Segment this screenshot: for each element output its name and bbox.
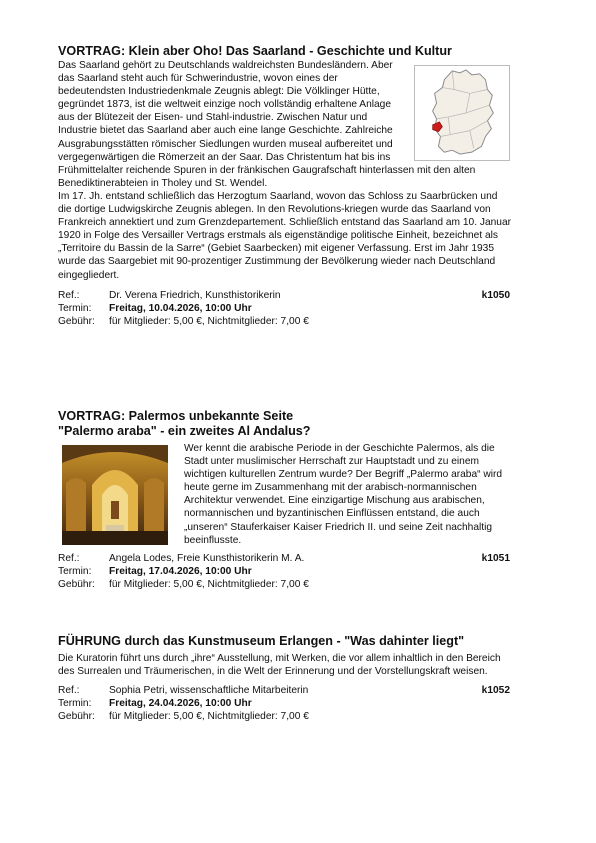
referent-row bbox=[58, 552, 512, 565]
gebuehr-value: für Mitglieder: 5,00 €, Nichtmitglieder: 7,00 € bbox=[109, 579, 309, 590]
event-title: VORTRAG: Palermos unbekannte Seite bbox=[58, 409, 294, 423]
termin-value: Freitag, 24.04.2026, 10:00 Uhr bbox=[109, 698, 252, 710]
event-description-1: Das Saarland gehört zu Deutschlands waldreichsten Bundesländern. Aber das Saarland steht auch für Schwerindustrie, wovon eines der bedeutendsten Industriedenkmale Zeugnis ablegt: Die Völklinger Hütte, gegründet 1873, ist die weltweit einzige noch vollständig erhaltene Anlage aus der Blütezeit der Eisen- und Stahl-industrie. Zwischen Natur und Industrie bietet das Saarland aber auch eine lange Geschichte. Zahlreiche Ausgrabungsstätten römischer Siedlungen wurden museal aufbereitet und vergegenwärtigen die Römerzeit an der Saar. Das Christentum hat bis ins Frühmittelalter reichende Spuren in der fränkischen Gaugrafschaft hinterlassen mit den alten Benediktinerabteien in Tholey und St. Wendel. bbox=[58, 60, 476, 189]
gebuehr-value: für Mitglieder: 5,00 €, Nichtmitglieder: 7,00 € bbox=[109, 711, 309, 723]
event-palermo bbox=[58, 409, 512, 591]
event-description-2: Im 17. Jh. entstand schließlich das Herzogtum Saarland, wovon das Schloss zu Saarbrücken und die dortige Ludwigskirche Zeugnis ablegen. In den Revolutions-kriegen wurde das Saarland von Frankreich annektiert und zum Grenzdepartement. Schließlich entstand das Saarland am 10. Januar 1920 in Folge des Versailler Vertrags erstmals als eigenständige politische Einheit, bezeichnet als „Territoire du Bassin de la Sarre“ (Gebiet Saarbecken) mit eigener Verfassung. Erst im Jahr 1935 wurde das Saargebiet mit 90-prozentiger Zustimmung der Bevölkerung wieder nach Deutschland eingegliedert. bbox=[58, 190, 512, 281]
referent-name: Angela Lodes, Freie Kunsthistorikerin M. A. bbox=[109, 553, 305, 564]
event-description: Wer kennt die arabische Periode in der Geschichte Palermos, als die Stadt unter muslimischer Herrschaft zur Hauptstadt und zu einem wichtigen kulturellen Zentrum wurde? Der Begriff „Palermo araba“ wird heute gerne im Zusammenhang mit der arabisch-normannischen Architektur verwendet. Eine einzigartige Mischung aus arabischen, normannischen und byzantinischen Einflüssen entstand, die auch „unseren“ Stauferkaiser Kaiser Friedrich II. und seine Zeit nachhaltig beeinflusste. bbox=[184, 443, 503, 546]
event-subtitle: "Palermo araba" - ein zweites Al Andalus? bbox=[58, 424, 311, 438]
event-title: VORTRAG: Klein aber Oho! Das Saarland - Geschichte und Kultur bbox=[58, 44, 452, 58]
event-description: Die Kuratorin führt uns durch „ihre“ Ausstellung, mit Werken, die vor allem inhaltlich in den Bereich des Surrealen und Träumerischen, in die Welt der Erinnerung und der Vorstellungskraft weisen. bbox=[58, 653, 501, 678]
ref-label: Ref.: bbox=[58, 289, 80, 301]
gebuehr-row bbox=[58, 315, 512, 328]
course-code: k1052 bbox=[481, 685, 510, 697]
gebuehr-value: für Mitglieder: 5,00 €, Nichtmitglieder: 7,00 € bbox=[109, 315, 309, 327]
termin-row bbox=[58, 697, 512, 710]
event-kunstmuseum bbox=[58, 634, 512, 723]
event-title: FÜHRUNG durch das Kunstmuseum Erlangen - "Was dahinter liegt" bbox=[58, 634, 465, 648]
termin-label: Termin: bbox=[58, 566, 92, 577]
germany-map-image bbox=[414, 65, 510, 161]
termin-row bbox=[58, 302, 512, 315]
ref-label: Ref.: bbox=[58, 553, 80, 564]
palermo-chapel-photo bbox=[62, 445, 168, 545]
ref-label: Ref.: bbox=[58, 685, 80, 697]
termin-value: Freitag, 10.04.2026, 10:00 Uhr bbox=[109, 302, 252, 314]
gebuehr-label: Gebühr: bbox=[58, 711, 95, 723]
course-code: k1051 bbox=[481, 553, 510, 564]
gebuehr-label: Gebühr: bbox=[58, 579, 95, 590]
course-code: k1050 bbox=[481, 289, 510, 301]
gebuehr-label: Gebühr: bbox=[58, 315, 95, 327]
termin-label: Termin: bbox=[58, 698, 92, 710]
referent-row bbox=[58, 289, 512, 302]
referent-name: Sophia Petri, wissenschaftliche Mitarbeiterin bbox=[109, 685, 309, 697]
gebuehr-row bbox=[58, 710, 512, 723]
event-saarland bbox=[58, 44, 512, 328]
referent-row bbox=[58, 684, 512, 697]
termin-row bbox=[58, 565, 512, 578]
termin-value: Freitag, 17.04.2026, 10:00 Uhr bbox=[109, 566, 252, 577]
termin-label: Termin: bbox=[58, 302, 92, 314]
referent-name: Dr. Verena Friedrich, Kunsthistorikerin bbox=[109, 289, 281, 301]
gebuehr-row bbox=[58, 578, 512, 591]
